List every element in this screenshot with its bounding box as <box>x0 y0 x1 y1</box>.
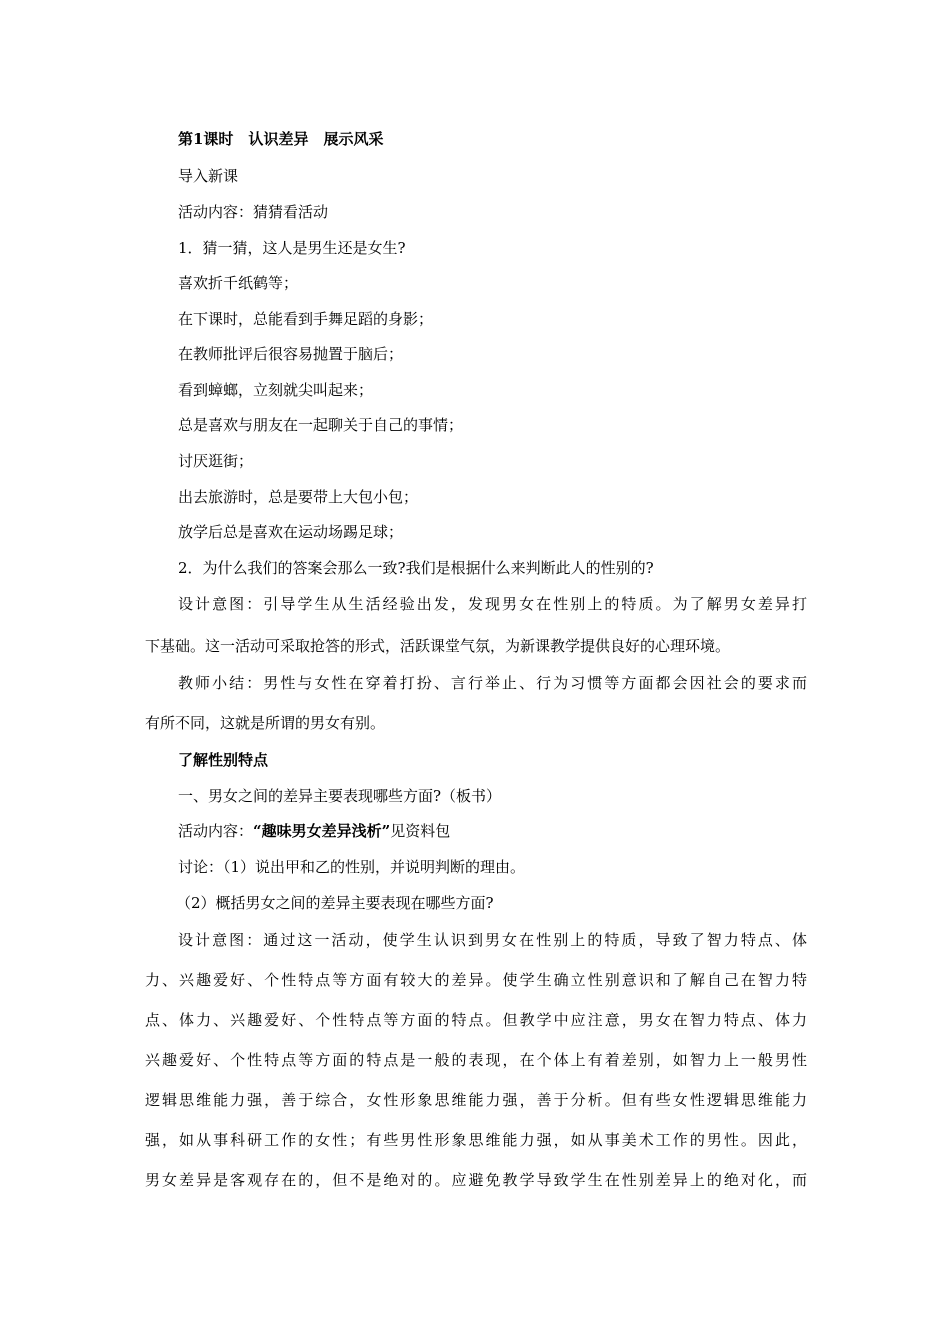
activity-line: 活动内容：猜猜看活动 <box>178 203 329 221</box>
teacher-summary-line: 有所不同，这就是所谓的男女有别。 <box>145 714 386 732</box>
clue-item: 出去旅游时，总是要带上大包小包； <box>178 488 419 506</box>
teacher-summary-line: 教师小结：男性与女性在穿着打扮、言行举止、行为习惯等方面都会因社会的要求而 <box>178 674 807 692</box>
lesson-title: 第1课时 认识差异 展示风采 <box>178 130 384 148</box>
clue-item: 在下课时，总能看到手舞足蹈的身影； <box>178 310 434 328</box>
activity-prefix: 活动内容： <box>178 822 254 840</box>
activity-suffix: 见资料包 <box>390 822 451 840</box>
design-intent-2-line: 男女差异是客观存在的，但不是绝对的。应避免教学导致学生在性别差异上的绝对化，而 <box>145 1171 807 1189</box>
clue-item: 在教师批评后很容易抛置于脑后； <box>178 345 404 363</box>
design-intent-2-line: 力、兴趣爱好、个性特点等方面有较大的差异。使学生确立性别意识和了解自己在智力特 <box>145 971 807 989</box>
discussion-1: 讨论：（1）说出甲和乙的性别，并说明判断的理由。 <box>178 858 526 876</box>
design-intent-1-line: 下基础。这一活动可采取抢答的形式，活跃课堂气氛，为新课教学提供良好的心理环境。 <box>145 637 731 655</box>
clue-item: 总是喜欢与朋友在一起聊关于自己的事情； <box>178 416 464 434</box>
activity-line-2 <box>178 821 450 841</box>
discussion-2: （2）概括男女之间的差异主要表现在哪些方面? <box>176 894 494 912</box>
question-2: 2．为什么我们的答案会那么一致?我们是根据什么来判断此人的性别的? <box>178 559 654 577</box>
design-intent-2-line: 逻辑思维能力强，善于综合，女性形象思维能力强，善于分析。但有些女性逻辑思维能力 <box>145 1091 807 1109</box>
clue-item: 喜欢折千纸鹤等； <box>178 274 299 292</box>
question-1: 1．猜一猜，这人是男生还是女生? <box>178 239 406 257</box>
design-intent-2-line: 设计意图：通过这一活动，使学生认识到男女在性别上的特质，导致了智力特点、体 <box>178 931 807 949</box>
section-heading-intro: 导入新课 <box>178 167 239 185</box>
clue-item: 放学后总是喜欢在运动场踢足球； <box>178 523 404 541</box>
design-intent-2-line: 强，如从事科研工作的女性；有些男性形象思维能力强，如从事美术工作的男性。因此， <box>145 1131 807 1149</box>
design-intent-2-line: 兴趣爱好、个性特点等方面的特点是一般的表现，在个体上有着差别，如智力上一般男性 <box>145 1051 807 1069</box>
activity-resource-title: “趣味男女差异浅析” <box>253 822 391 840</box>
design-intent-1-line: 设计意图：引导学生从生活经验出发，发现男女在性别上的特质。为了解男女差异打 <box>178 595 807 613</box>
design-intent-2-line: 点、体力、兴趣爱好、个性特点等方面的特点。但教学中应注意，男女在智力特点、体力 <box>145 1011 807 1029</box>
clue-item: 讨厌逛街； <box>178 452 254 470</box>
point-1: 一、男女之间的差异主要表现哪些方面?（板书） <box>178 787 502 805</box>
clue-item: 看到蟑螂，立刻就尖叫起来； <box>178 381 374 399</box>
section-heading-traits: 了解性别特点 <box>178 751 269 769</box>
